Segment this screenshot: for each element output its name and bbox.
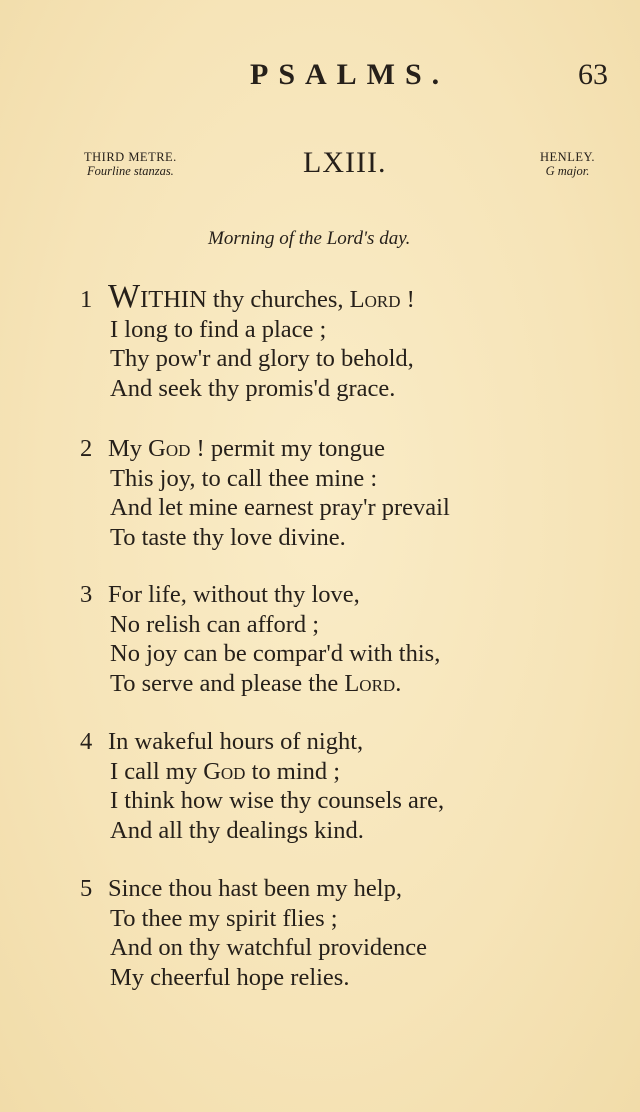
stanza-number: 1: [80, 286, 93, 313]
stanza-line: No relish can afford ;: [110, 610, 320, 638]
stanza-line: And on thy watchful providence: [110, 934, 428, 961]
stanza-line: To thee my spirit flies ;: [110, 904, 338, 932]
psalm-number: LXIII.: [303, 146, 387, 179]
running-title: PSALMS.: [250, 58, 450, 91]
stanza-line: To taste thy love divine.: [110, 523, 346, 551]
stanza-line: Thy pow'r and glory to behold,: [110, 345, 414, 372]
stanza-4: [80, 727, 444, 845]
stanza-number: 5: [80, 875, 93, 902]
tune-name: HENLEY.: [540, 150, 596, 164]
stanza-3: [80, 580, 440, 698]
stanza-form: Fourline stanzas.: [87, 164, 174, 178]
stanza-line: This joy, to call thee mine :: [110, 464, 378, 492]
metre-line: THIRD METRE.: [84, 150, 177, 164]
stanza-1: [80, 278, 415, 403]
stanza-line: And all thy dealings kind.: [110, 816, 364, 844]
metre-info: [84, 150, 177, 178]
stanza-line: My God ! permit my tongue: [108, 435, 386, 462]
stanza-number: 3: [80, 581, 93, 608]
stanza-line: WITHIN thy churches, Lord !: [108, 278, 415, 315]
stanza-line: I call my God to mind ;: [110, 757, 341, 785]
stanza-5: [80, 874, 427, 992]
stanza-2: [80, 434, 450, 552]
stanza-line: For life, without thy love,: [108, 581, 360, 608]
stanza-line: To serve and please the Lord.: [110, 669, 402, 697]
page-number: 63: [578, 58, 608, 91]
stanza-line: I long to find a place ;: [110, 315, 327, 343]
psalm-subtitle: Morning of the Lord's day.: [208, 228, 411, 249]
stanza-line: No joy can be compar'd with this,: [110, 640, 441, 667]
stanza-line: And let mine earnest pray'r prevail: [110, 494, 450, 521]
tune-info: [540, 150, 595, 178]
stanza-line: Since thou hast been my help,: [108, 875, 402, 902]
stanza-number: 2: [80, 435, 93, 462]
stanza-line: My cheerful hope relies.: [110, 963, 350, 991]
stanza-number: 4: [80, 728, 93, 755]
stanza-line: In wakeful hours of night,: [108, 728, 364, 755]
stanza-line: And seek thy promis'd grace.: [110, 374, 396, 402]
tune-key: G major.: [545, 164, 590, 178]
stanza-line: I think how wise thy counsels are,: [110, 787, 445, 814]
drop-capital: W: [108, 278, 141, 315]
